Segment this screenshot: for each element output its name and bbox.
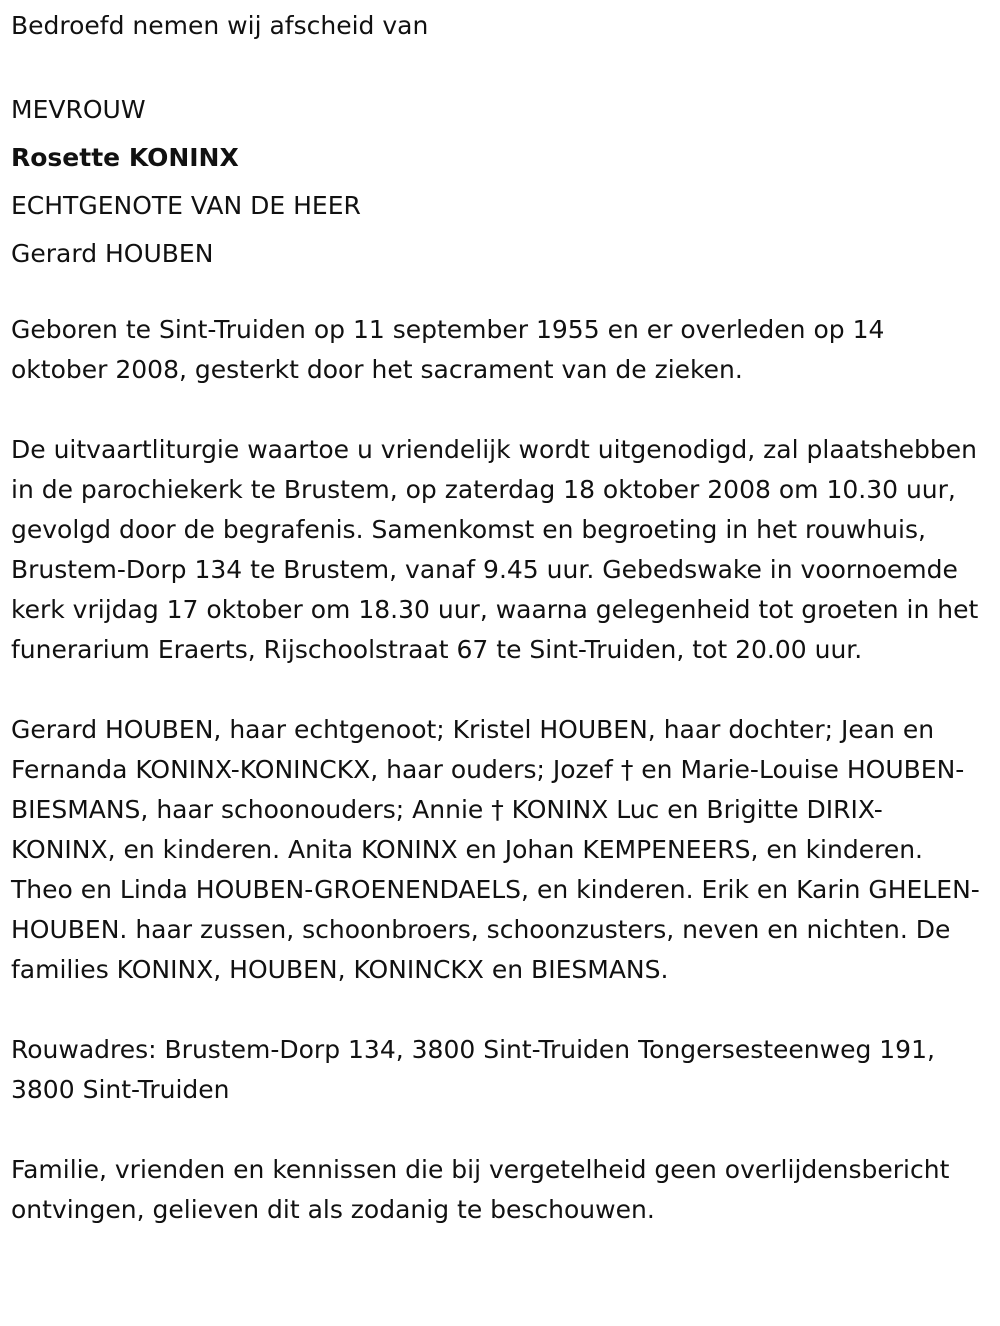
spacer (11, 46, 1000, 86)
spacer (11, 278, 1000, 310)
deceased-name: Rosette KONINX (11, 143, 239, 172)
closing-paragraph: Familie, vrienden en kennissen die bij vergetelheid geen overlijdensbericht ontvingen, gelieven dit als zodanig te beschouwen. (11, 1155, 950, 1224)
funeral-paragraph: De uitvaartliturgie waartoe u vriendelijk wordt uitgenodigd, zal plaatshebben in de parochiekerk te Brustem, op zaterdag 18 oktober 2008 om 10.30 uur, gevolgd door de begrafenis. Samenkomst en begroeting in het rouwhuis, Brustem-Dorp 134 te Brustem, vanaf 9.45 uur. Gebedswake in voornoemde kerk vrijdag 17 oktober om 18.30 uur, waarna gelegenheid tot groeten in het funerarium Eraerts, Rijschoolstraat 67 te Sint-Truiden, tot 20.00 uur. (11, 435, 979, 664)
relation-line: ECHTGENOTE VAN DE HEER (11, 191, 361, 220)
family-text-part2: en Marie-Louise HOUBEN-BIESMANS, haar schoonouders; Annie (11, 755, 965, 824)
spouse-name: Gerard HOUBEN (11, 239, 214, 268)
spacer (11, 670, 1000, 710)
family-text-part3: KONINX Luc en Brigitte DIRIX-KONINX, en kinderen. Anita KONINX en Johan KEMPENEERS, en kinderen. Theo en Linda HOUBEN-GROENENDAELS, en kinderen. Erik en Karin GHELEN-HOUBEN. haar zussen, schoonbroers, schoonzusters, neven en nichten. De families KONINX, HOUBEN, KONINCKX en BIESMANS. (11, 795, 980, 984)
birth-death-paragraph: Geboren te Sint-Truiden op 11 september 1955 en er overleden op 14 oktober 2008, gesterkt door het sacrament van de zieken. (11, 315, 885, 384)
address-paragraph: Rouwadres: Brustem-Dorp 134, 3800 Sint-Truiden Tongersesteenweg 191, 3800 Sint-Truiden (11, 1035, 935, 1104)
cross-icon: † (620, 755, 634, 784)
spacer (11, 990, 1000, 1030)
family-paragraph (11, 710, 986, 990)
intro-text: Bedroefd nemen wij afscheid van (11, 11, 429, 40)
family-text-part1: Gerard HOUBEN, haar echtgenoot; Kristel HOUBEN, haar dochter; Jean en Fernanda KONINX-KONINCKX, haar ouders; Jozef (11, 715, 935, 784)
cross-icon: † (491, 795, 504, 824)
spacer (11, 1110, 1000, 1150)
title-line: MEVROUW (11, 95, 146, 124)
spacer (11, 390, 1000, 430)
